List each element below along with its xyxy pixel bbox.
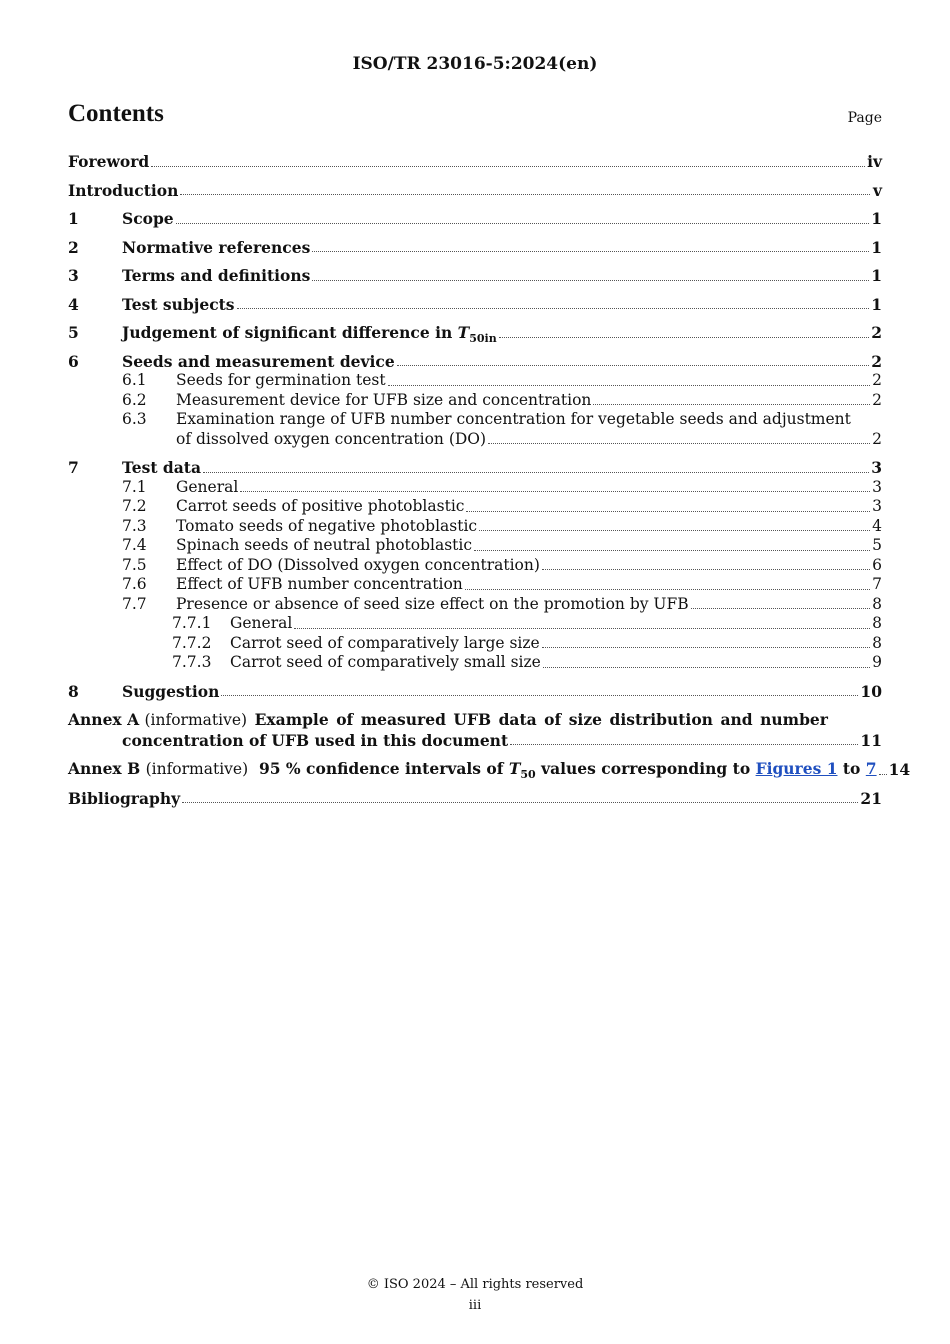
dot-leader [388,385,870,386]
figure-7-link[interactable]: 7 [865,759,877,778]
toc-label: Test data [122,458,201,477]
toc-label: Tomato seeds of negative photoblastic [176,516,478,535]
toc-label: Presence or absence of seed size effect on the promotion by UFB [176,594,689,613]
toc-page: 1 [871,209,882,228]
toc-number: 7.6 [122,575,147,593]
dot-leader [466,511,870,512]
toc-entry-scope[interactable] [68,209,882,229]
dot-leader [240,491,870,492]
annex-b-title: Annex B (informative) 95 % confidence intervals of $T_{50}$ values corresponding to Figures 1 to 7 [68,759,877,781]
dot-leader [479,530,870,531]
toc-label: Effect of UFB number concentration [176,575,463,593]
toc-number: 7.1 [122,477,147,496]
toc-number: 7.7.1 [172,614,212,632]
toc-label: Foreword [68,152,150,171]
toc-label: Carrot seeds of positive photoblastic [176,497,465,515]
dot-leader [237,308,870,309]
dot-leader [203,472,869,473]
toc-page: 2 [871,351,882,371]
dot-leader [465,589,870,590]
toc-entry-judgement[interactable] [68,323,882,343]
toc-label: General [230,614,293,632]
toc-page: 8 [872,633,882,652]
toc-label: Introduction [68,180,179,200]
toc-entry-seeds-and-device[interactable] [68,352,882,372]
toc-entry-terms-and-definitions[interactable] [68,266,882,286]
dot-leader [593,404,870,405]
toc-entry-7-7-2[interactable] [68,634,882,654]
toc-page: 2 [872,371,882,389]
document-id: ISO/TR 23016-5:2024(en) [352,54,598,74]
toc-label: Suggestion [122,681,220,701]
dot-leader [294,628,870,629]
toc-page: 2 [871,323,882,342]
toc-entry-test-data[interactable] [68,458,882,478]
dot-leader [488,443,870,444]
dot-leader [543,667,870,668]
toc-number: 3 [68,266,79,285]
toc-number: 6.2 [122,390,147,409]
toc-label: Seeds and measurement device [122,351,395,371]
toc-entry-6-2[interactable] [68,391,882,411]
toc-label: Judgement of significant difference in $T_{50in}$ [122,323,497,345]
toc-entry-7-6[interactable] [68,575,882,595]
toc-page: 1 [871,237,882,257]
toc-number: 6.3 [122,410,147,428]
toc-entry-7-7[interactable] [68,595,882,615]
toc-page: 2 [872,429,882,448]
toc-label: Spinach seeds of neutral photoblastic [176,536,473,554]
toc-label: Terms and definitions [122,266,311,285]
toc-label: Normative references [122,237,311,257]
toc-label-line2: of dissolved oxygen concentration (DO) [176,429,487,448]
toc-label: General [176,477,239,496]
toc-page: 8 [872,594,882,613]
toc-label: Carrot seed of comparatively small size [230,653,541,671]
dot-leader [542,569,870,570]
dot-leader [510,744,858,745]
toc-page: 11 [860,730,882,750]
toc-number: 7.7.2 [172,633,212,652]
toc-page: 5 [872,536,882,554]
dot-leader [879,774,887,775]
toc-entry-normative-references[interactable] [68,238,882,258]
dot-leader [542,647,870,648]
toc-entry-test-subjects[interactable] [68,295,882,315]
toc-number: 7.7.3 [172,653,212,671]
toc-number: 4 [68,294,79,314]
toc-entry-7-4[interactable] [68,536,882,556]
toc-entry-7-2[interactable] [68,497,882,517]
toc-number: 8 [68,681,79,701]
toc-page: 2 [872,390,882,409]
toc-page: 3 [872,497,882,515]
toc-entry-7-5[interactable] [68,556,882,576]
dot-leader [312,280,869,281]
t-symbol: T [508,759,521,778]
toc-number: 7.3 [122,516,147,535]
t-subscript: 50in [469,332,497,345]
dot-leader [397,365,869,366]
toc-page: 14 [888,760,911,779]
toc-entry-7-3[interactable] [68,517,882,537]
toc-page: 10 [860,681,882,701]
dot-leader [499,337,870,338]
toc-label: Carrot seed of comparatively large size [230,633,540,652]
annex-a-title-line1: Annex A (informative) Example of measured UFB data of size distribution and number [68,710,828,729]
toc-page: 4 [872,516,882,535]
toc-entry-annex-a[interactable] [68,710,882,750]
toc-entry-annex-b[interactable] [68,759,911,781]
dot-leader [182,802,858,803]
toc-entry-7-7-3[interactable] [68,653,882,673]
toc-page: v [872,180,882,200]
annex-a-title-line2: concentration of UFB used in this document [122,730,509,750]
page-number: iii [468,1298,482,1313]
toc-entry-introduction[interactable] [68,181,882,201]
annex-a-label: Annex A (informative) [68,710,248,729]
toc-entry-7-1[interactable] [68,478,882,498]
table-of-contents [68,152,911,808]
toc-number: 1 [68,209,79,228]
dot-leader [180,194,870,195]
toc-entry-7-7-1[interactable] [68,614,882,634]
toc-number: 7.4 [122,536,147,554]
toc-entry-suggestion[interactable] [68,682,882,702]
toc-entry-6-1[interactable] [68,371,882,391]
page-column-label: Page [847,110,882,126]
dot-leader [151,166,865,167]
toc-number: 7.5 [122,555,147,574]
copyright-notice: © ISO 2024 – All rights reserved [366,1277,584,1292]
toc-number: 7.2 [122,497,147,515]
dot-leader [312,251,869,252]
toc-entry-foreword[interactable] [68,152,882,172]
toc-label: Scope [122,209,174,228]
toc-number: 6 [68,351,79,371]
toc-page: 3 [871,458,882,477]
toc-entry-6-3[interactable] [68,410,882,449]
toc-page: 21 [860,788,882,808]
toc-page: 1 [871,266,882,285]
dot-leader [176,223,870,224]
toc-number: 6.1 [122,371,147,389]
dot-leader [474,550,870,551]
toc-entry-bibliography[interactable] [68,789,882,809]
toc-page: 8 [872,614,882,632]
toc-label-line1: Examination range of UFB number concentration for vegetable seeds and adjustment [176,410,851,428]
toc-page: 1 [871,294,882,314]
figures-1-link[interactable]: Figures 1 [755,759,838,778]
t-subscript: 50 [520,768,536,781]
toc-page: 6 [872,555,882,574]
toc-number: 7 [68,458,79,477]
toc-label: Effect of DO (Dissolved oxygen concentration) [176,555,540,574]
toc-page: 9 [872,653,882,671]
t-symbol: T [457,323,470,342]
toc-label: Bibliography [68,788,181,808]
toc-label: Measurement device for UFB size and concentration [176,390,592,409]
dot-leader [691,608,870,609]
toc-page: 7 [872,575,882,593]
toc-label: Seeds for germination test [176,371,386,389]
toc-page: 3 [872,477,882,496]
toc-number: 5 [68,323,79,342]
toc-number: 2 [68,237,79,257]
toc-number: 7.7 [122,594,147,613]
page-title: Contents [68,100,164,127]
toc-page: iv [867,152,882,171]
toc-label: Test subjects [122,294,235,314]
dot-leader [221,695,858,696]
